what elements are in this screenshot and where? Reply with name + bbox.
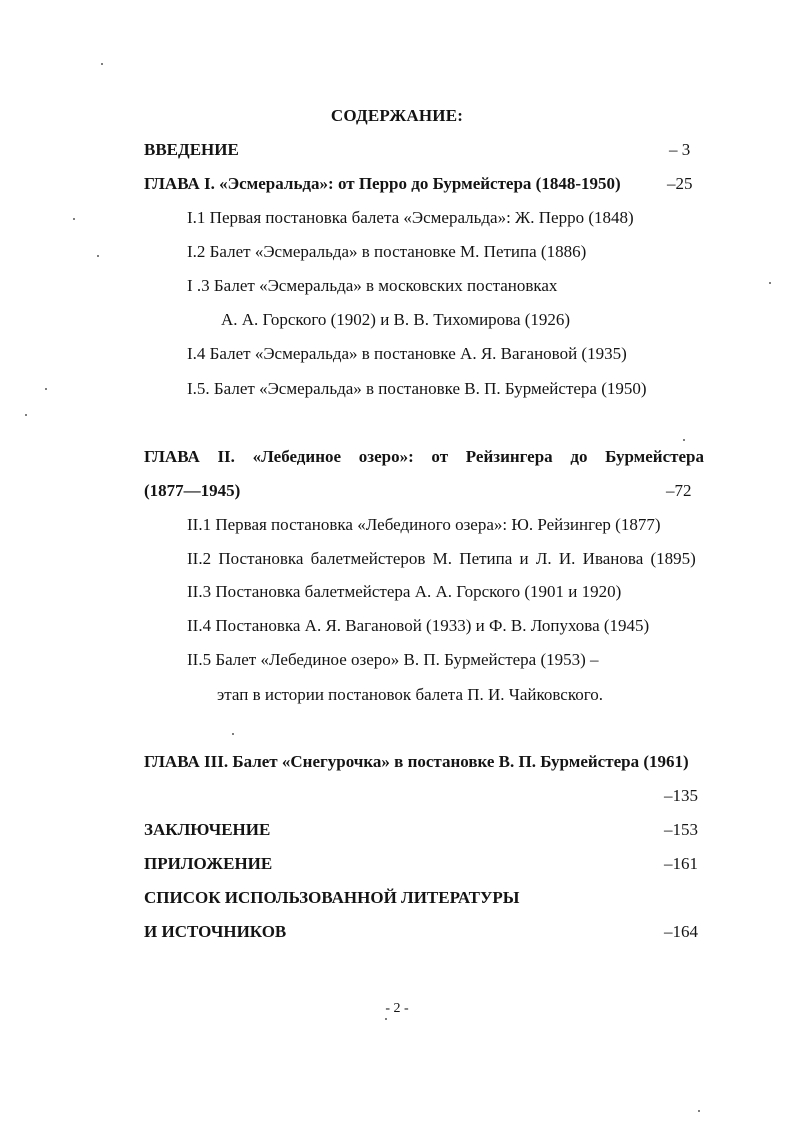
scan-speck [25, 414, 27, 416]
toc-section-1-3-cont: А. А. Горского (1902) и В. В. Тихомирова (1926) [221, 310, 571, 329]
toc-section-1-5: I.5. Балет «Эсмеральда» в постановке В. П. Бурмейстера (1950) [187, 379, 647, 398]
toc-section-2-5-cont: этап в истории постановок балета П. И. Чайковского. [217, 685, 604, 704]
toc-chapter2-word: «Лебединое [252, 447, 342, 466]
toc-section-1-4: I.4 Балет «Эсмеральда» в постановке А. Я. Вагановой (1935) [187, 344, 627, 363]
toc-chapter2-word: от [431, 447, 449, 466]
toc-chapter3-label: ГЛАВА III. Балет «Снегурочка» в постановке В. П. Бурмейстера (1961) [144, 752, 689, 771]
toc-section-1-2: I.2 Балет «Эсмеральда» в постановке М. Петипа (1886) [187, 242, 587, 261]
toc-bibliography-label-line1: СПИСОК ИСПОЛЬЗОВАННОЙ ЛИТЕРАТУРЫ [144, 888, 520, 907]
toc-chapter2-word: Бурмейстера [605, 447, 704, 466]
toc-intro-label: ВВЕДЕНИЕ [144, 140, 239, 159]
toc-conclusion-page: –153 [664, 820, 698, 839]
toc-intro-page: – 3 [669, 140, 691, 159]
toc-chapter2-word: ГЛАВА [144, 447, 200, 466]
toc-chapter2-word: Рейзингера [465, 447, 553, 466]
toc-conclusion-label: ЗАКЛЮЧЕНИЕ [144, 820, 271, 839]
toc-chapter2-word: озеро»: [358, 447, 414, 466]
toc-appendix-page: –161 [664, 854, 698, 873]
toc-chapter2-label-line2: (1877—1945) [144, 481, 241, 500]
toc-section-1-1: I.1 Первая постановка балета «Эсмеральда»: Ж. Перро (1848) [187, 208, 634, 227]
toc-chapter1-page: –25 [667, 174, 693, 193]
toc-chapter3-page: –135 [664, 786, 698, 805]
toc-section-1-3: I .3 Балет «Эсмеральда» в московских постановках [187, 276, 558, 295]
scan-speck [683, 439, 685, 441]
toc-title: СОДЕРЖАНИЕ: [330, 106, 464, 125]
toc-section-2-2: II.2 Постановка балетмейстеров М. Петипа и Л. И. Иванова (1895) [187, 549, 696, 568]
scan-speck [45, 388, 47, 390]
scan-speck [769, 282, 771, 284]
scan-speck [73, 218, 75, 220]
scan-speck [385, 1018, 387, 1020]
toc-section-2-3: II.3 Постановка балетмейстера А. А. Горского (1901 и 1920) [187, 582, 622, 601]
toc-chapter2-label-line1 [144, 446, 704, 468]
toc-section-2-4: II.4 Постановка А. Я. Вагановой (1933) и Ф. В. Лопухова (1945) [187, 616, 650, 635]
toc-bibliography-label-line2: И ИСТОЧНИКОВ [144, 922, 287, 941]
toc-bibliography-page: –164 [664, 922, 698, 941]
scan-speck [232, 733, 234, 735]
scan-speck [698, 1110, 700, 1112]
scan-speck [101, 63, 103, 65]
toc-section-2-5: II.5 Балет «Лебединое озеро» В. П. Бурмейстера (1953) – [187, 650, 599, 669]
toc-chapter1-label: ГЛАВА I. «Эсмеральда»: от Перро до Бурмейстера (1848-1950) [144, 174, 621, 193]
toc-section-2-1: II.1 Первая постановка «Лебединого озера»: Ю. Рейзингер (1877) [187, 515, 661, 534]
scan-speck [97, 255, 99, 257]
toc-chapter2-page: –72 [666, 481, 692, 500]
page-number: - 2 - [385, 1001, 409, 1016]
toc-chapter2-word: II. [217, 447, 235, 466]
toc-chapter2-word: до [570, 447, 588, 466]
toc-appendix-label: ПРИЛОЖЕНИЕ [144, 854, 273, 873]
